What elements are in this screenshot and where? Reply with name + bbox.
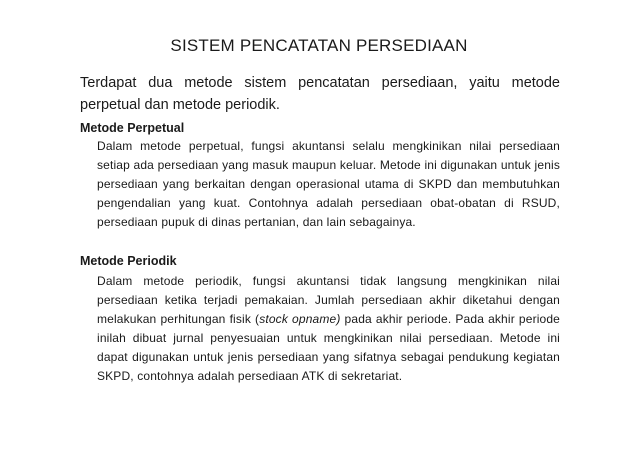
stock-opname-term: stock opname) (259, 312, 341, 326)
slide-title: SISTEM PENCATATAN PERSEDIAAN (170, 36, 468, 55)
paragraph-metode-periodik (97, 272, 560, 386)
periodik-text-before: Dalam metode periodik, fungsi akuntansi tidak langsung mengkinikan nilai persediaan ketika terjadi pemakaian. Jumlah persediaan akhir diketahui dengan melakukan perhitungan fisik ( (97, 274, 560, 326)
heading-metode-perpetual: Metode Perpetual (80, 121, 185, 135)
paragraph-metode-perpetual: Dalam metode perpetual, fungsi akuntansi selalu mengkinikan nilai persediaan setiap ada persediaan yang masuk maupun keluar. Metode ini digunakan untuk jenis persediaan yang berkaitan dengan operasional utama di SKPD dan membutuhkan pengendalian yang kuat. Contohnya adalah persediaan obat-obatan di RSUD, persediaan pupuk di dinas pertanian, dan lain sebagainya. (97, 139, 560, 229)
periodik-text-after: pada akhir periode. Pada akhir periode inilah dibuat jurnal penyesuaian untuk mengkinikan nilai persediaan. Metode ini dapat digunakan untuk jenis persediaan yang sifatnya sebagai pendukung kegiatan SKPD, contohnya adalah persediaan ATK di sekretariat. (97, 312, 561, 383)
intro-paragraph: Terdapat dua metode sistem pencatatan persediaan, yaitu metode perpetual dan metode periodik. (80, 75, 560, 113)
heading-metode-periodik: Metode Periodik (80, 254, 177, 268)
